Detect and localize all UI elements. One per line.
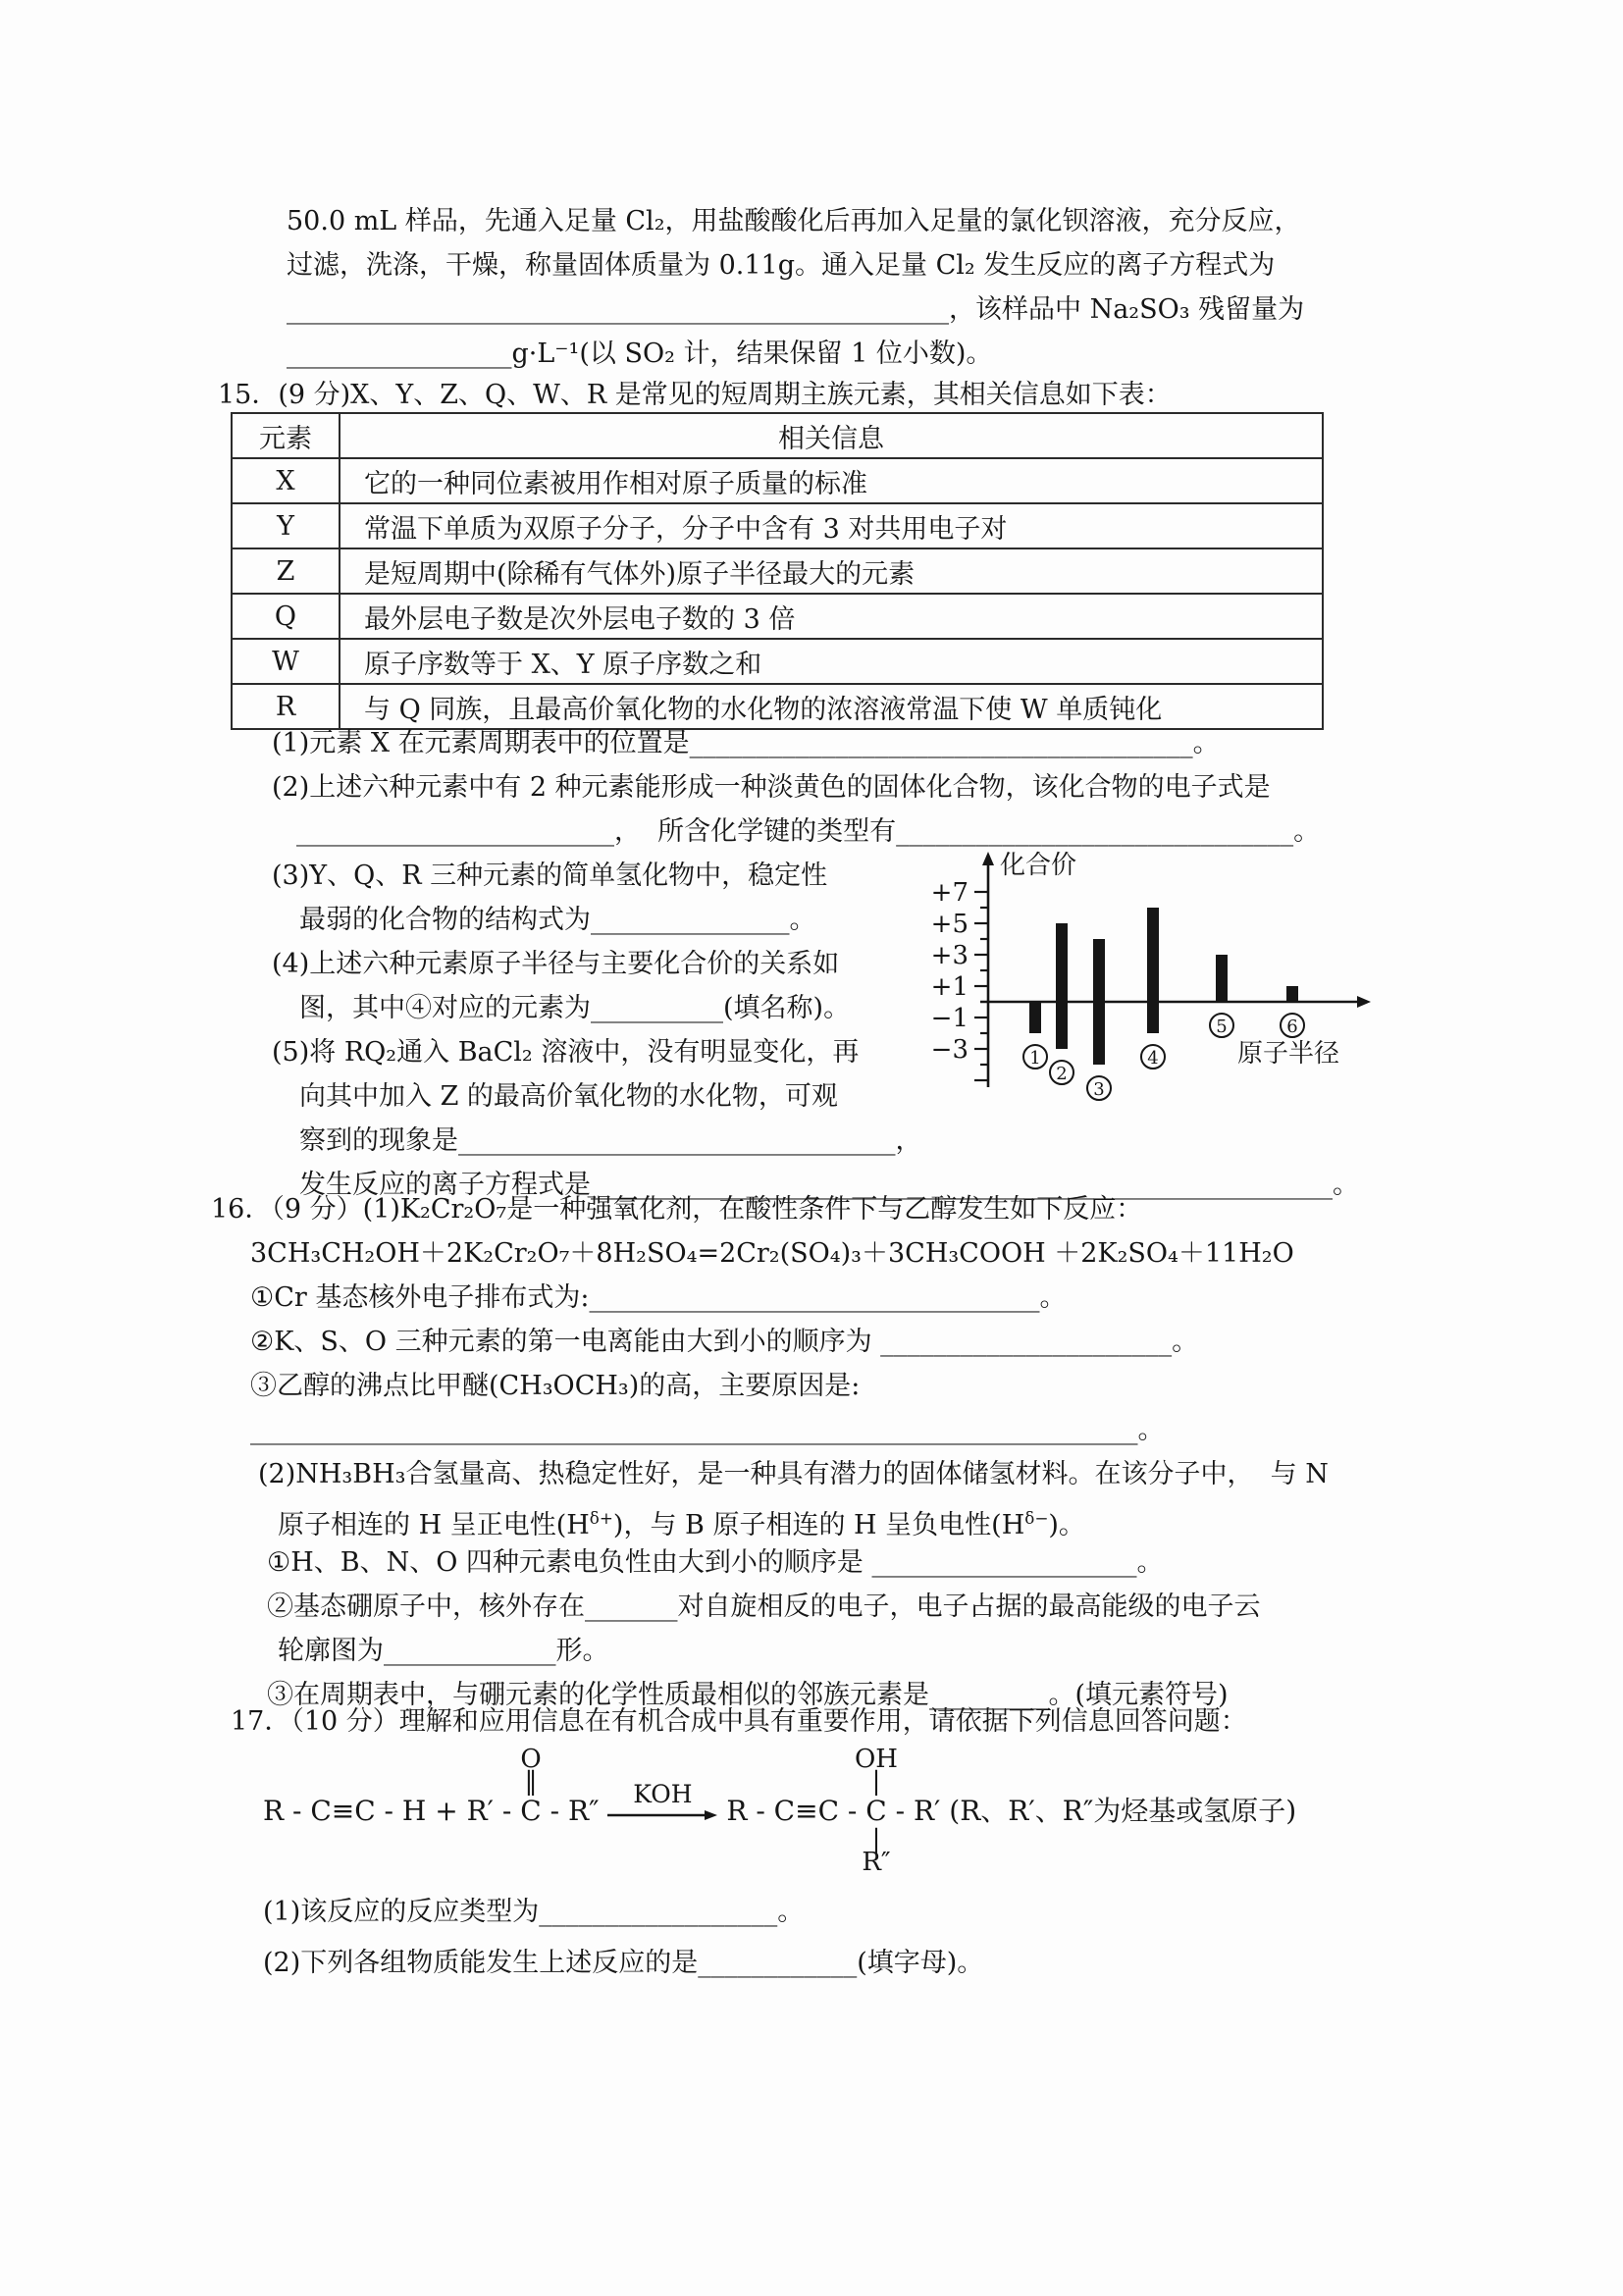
table-row: [232, 548, 1323, 594]
carbonyl-stack: [520, 1744, 542, 1797]
q16-part2-line2: [211, 1496, 1329, 1540]
double-bond-icon: ‖: [524, 1766, 538, 1797]
text-line: 50.0 mL 样品，先通入足量 Cl₂，用盐酸酸化后再加入足量的氯化钡溶液，充分反应，: [287, 206, 1301, 236]
q17-item1: (1)该反应的反应类型为__________________。: [263, 1897, 805, 1927]
svg-text:原子半径: 原子半径: [1236, 1039, 1340, 1069]
q15-item4-line1: (4)上述六种元素原子半径与主要化合价的关系如: [272, 949, 840, 979]
valence-radius-chart: [927, 840, 1388, 1134]
svg-text:6: 6: [1286, 1017, 1298, 1037]
text-line: __________________________________________________，该样品中 Na₂SO₃ 残留量为: [287, 294, 1305, 325]
r2-stack: [862, 1825, 891, 1878]
info-cell: 是短周期中(除稀有气体外)原子半径最大的元素: [340, 548, 1323, 594]
column-header-element: 元素: [232, 413, 340, 458]
product-left: R - C≡C -: [717, 1795, 866, 1827]
reactant-alkyne: R - C≡C - H + R′ -: [263, 1795, 521, 1827]
table-row: [232, 594, 1323, 639]
q15-item4-line2: 图，其中④对应的元素为__________(填名称)。: [299, 993, 851, 1023]
carbon-label: C: [865, 1795, 887, 1827]
table-row: [232, 503, 1323, 548]
q16-item3-blank: ___________________________________________________________________。: [250, 1415, 1165, 1445]
svg-text:4: 4: [1147, 1048, 1159, 1069]
info-cell: 最外层电子数是次外层电子数的 3 倍: [340, 594, 1323, 639]
svg-text:1: 1: [1029, 1048, 1041, 1069]
arrow-icon: [607, 1808, 717, 1822]
svg-text:化合价: 化合价: [1000, 851, 1077, 880]
q15-heading: 15．(9 分)X、Y、Z、Q、W、R 是常见的短周期主族元素，其相关信息如下表：: [218, 380, 1172, 410]
q15-item5-line2: 向其中加入 Z 的最高价氧化物的水化物，可观: [299, 1081, 838, 1112]
q16-block: [211, 1187, 1329, 1717]
svg-text:3: 3: [1093, 1079, 1105, 1100]
q15-item2-line1: (2)上述六种元素中有 2 种元素能形成一种淡黄色的固体化合物，该化合物的电子式是: [272, 772, 1271, 803]
carbonyl-oxygen: O: [520, 1744, 542, 1774]
info-cell: 常温下单质为双原子分子，分子中含有 3 对共用电子对: [340, 503, 1323, 548]
q16-part2-item2-line2: 轮廓图为_____________形。: [278, 1636, 609, 1666]
svg-text:2: 2: [1056, 1064, 1068, 1084]
q16-part2-line1: (2)NH₃BH₃合氢量高、热稳定性好，是一种具有潜力的固体储氢材料。在该分子中， 与 N: [258, 1459, 1329, 1489]
valence-radius-chart-svg: [927, 840, 1388, 1134]
product-right: - R′ (R、R′、R″为烃基或氢原子): [886, 1795, 1297, 1827]
element-cell: Z: [232, 548, 340, 594]
q16-heading: 16．（9 分）(1)K₂Cr₂O₇是一种强氧化剂，在酸性条件下与乙醇发生如下反应：: [211, 1194, 1143, 1225]
text-line: _________________g·L⁻¹(以 SO₂ 计，结果保留 1 位小数)。: [287, 339, 993, 369]
svg-text:5: 5: [1216, 1017, 1228, 1037]
text-segment: )。: [1048, 1510, 1085, 1540]
q15-item2-line2: ________________________， 所含化学键的类型有______________________________。: [296, 816, 1321, 847]
text-segment: 原子相连的 H 呈正电性(H: [278, 1510, 590, 1540]
superscript-delta-minus: δ−: [1024, 1508, 1049, 1528]
koh-catalyst-label: KOH: [633, 1780, 693, 1808]
element-cell: Q: [232, 594, 340, 639]
text-segment: )，与 B 原子相连的 H 呈负电性(H: [612, 1510, 1025, 1540]
svg-text:+1: +1: [930, 972, 969, 1002]
q15-item1: (1)元素 X 在元素周期表中的位置是______________________________________。: [272, 728, 1220, 758]
alcohol-carbon-group: [854, 1744, 898, 1878]
q17-item2: (2)下列各组物质能发生上述反应的是____________(填字母)。: [263, 1948, 984, 1978]
text-line: 过滤，洗涤，干燥，称量固体质量为 0.11g。通入足量 Cl₂ 发生反应的离子方程式为: [287, 250, 1276, 281]
svg-text:−3: −3: [930, 1035, 969, 1065]
q15-item3-line2: 最弱的化合物的结构式为_______________。: [299, 905, 816, 935]
table-row: [232, 639, 1323, 684]
info-cell: 它的一种同位素被用作相对原子质量的标准: [340, 458, 1323, 503]
carbon-label: C: [520, 1795, 542, 1827]
q15-item5-line1: (5)将 RQ₂通入 BaCl₂ 溶液中，没有明显变化，再: [272, 1037, 860, 1068]
q15-item5-line3: 察到的现象是_________________________________，: [299, 1125, 922, 1156]
svg-text:−1: −1: [930, 1004, 969, 1033]
table-header-row: [232, 413, 1323, 458]
single-bond-icon: |: [871, 1825, 881, 1855]
q16-item3: ③乙醇的沸点比甲醚(CH₃OCH₃)的高，主要原因是:: [250, 1371, 861, 1401]
q16-part2-item1: ①H、B、N、O 四种元素电负性由大到小的顺序是 ____________________。: [267, 1547, 1164, 1578]
element-cell: W: [232, 639, 340, 684]
question14-continuation: [287, 199, 1304, 376]
carbonyl-carbon-group: [520, 1744, 542, 1831]
reaction-arrow: [607, 1780, 717, 1826]
element-info-table: [231, 412, 1324, 730]
q15-item3-line1: (3)Y、Q、R 三种元素的简单氢化物中，稳定性: [272, 861, 828, 891]
superscript-delta-plus: δ+: [589, 1508, 613, 1528]
q16-part2-item2-line1: ②基态硼原子中，核外存在_______对自旋相反的电子，电子占据的最高能级的电子云: [267, 1592, 1261, 1622]
svg-text:+3: +3: [930, 941, 969, 970]
element-cell: R: [232, 684, 340, 729]
q17-heading: 17．（10 分）理解和应用信息在有机合成中具有重要作用，请依据下列信息回答问题：: [231, 1706, 1247, 1737]
info-cell: 与 Q 同族，且最高价氧化物的水化物的浓溶液常温下使 W 单质钝化: [340, 684, 1323, 729]
q15-item5-line4: 发生反应的离子方程式是________________________________________________________。: [299, 1170, 1359, 1200]
organic-reaction-scheme: [263, 1744, 1297, 1878]
element-cell: Y: [232, 503, 340, 548]
info-cell: 原子序数等于 X、Y 原子序数之和: [340, 639, 1323, 684]
single-bond-icon: |: [871, 1766, 881, 1797]
column-header-info: 相关信息: [340, 413, 1323, 458]
q16-item2: ②K、S、O 三种元素的第一电离能由大到小的顺序为 ______________________。: [250, 1327, 1199, 1357]
ketone-r-double-prime: - R″: [541, 1795, 608, 1827]
substituent-r-double-prime: R″: [862, 1848, 891, 1878]
hydroxyl-group: OH: [854, 1744, 898, 1774]
q16-equation: 3CH₃CH₂OH＋2K₂Cr₂O₇＋8H₂SO₄=2Cr₂(SO₄)₃＋3CH₃COOH ＋2K₂SO₄＋11H₂O: [250, 1238, 1294, 1269]
svg-text:+5: +5: [930, 910, 969, 939]
element-cell: X: [232, 458, 340, 503]
table-row: [232, 458, 1323, 503]
hydroxyl-stack: [854, 1744, 898, 1797]
svg-text:+7: +7: [930, 878, 969, 908]
q16-part2-item3: ③在周期表中，与硼元素的化学性质最相似的邻族元素是_________。(填元素符号): [267, 1680, 1229, 1710]
q16-item1: ①Cr 基态核外电子排布式为:__________________________________。: [250, 1282, 1067, 1313]
